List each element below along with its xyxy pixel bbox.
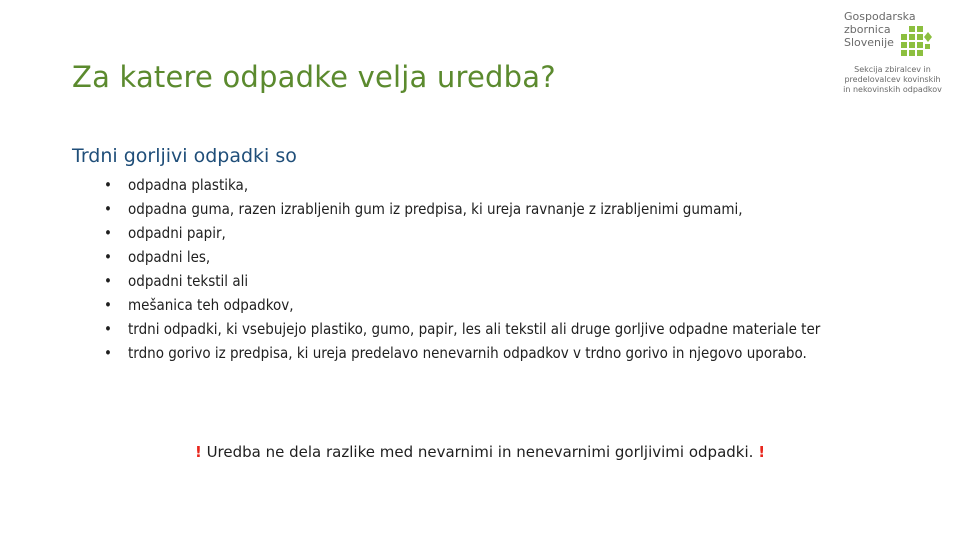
- logo-subtitle-line: predelovalcev kovinskih: [844, 75, 941, 84]
- list-item: [104, 298, 894, 312]
- chamber-logo: [830, 8, 955, 108]
- list-item-text: odpadna plastika,: [128, 176, 249, 194]
- logo-name: [844, 10, 916, 49]
- bullet-icon: •: [104, 200, 112, 218]
- list-item: [104, 202, 894, 216]
- list-item-text: odpadni tekstil ali: [128, 272, 249, 290]
- bullet-icon: •: [104, 320, 112, 338]
- warning-note: [0, 443, 960, 461]
- list-item: [104, 274, 894, 288]
- bullet-icon: •: [104, 296, 112, 314]
- warning-note-text: Uredba ne dela razlike med nevarnimi in nenevarnimi gorljivimi odpadki.: [206, 443, 754, 461]
- section-subheading: Trdni gorljivi odpadki so: [72, 145, 297, 167]
- list-item: [104, 178, 894, 192]
- list-item-text: odpadni papir,: [128, 224, 226, 242]
- bullet-icon: •: [104, 344, 112, 362]
- bullet-icon: •: [104, 272, 112, 290]
- list-item: [104, 346, 894, 360]
- logo-subtitle-line: Sekcija zbiralcev in: [854, 65, 931, 74]
- bullet-icon: •: [104, 176, 112, 194]
- logo-subtitle: [830, 65, 955, 95]
- logo-name-line: Gospodarska: [844, 10, 916, 23]
- slide-title: Za katere odpadke velja uredba?: [72, 60, 556, 94]
- list-item-text: odpadni les,: [128, 248, 211, 266]
- logo-name-line: zbornica: [844, 23, 891, 36]
- waste-type-list: [104, 178, 894, 370]
- logo-name-line: Slovenije: [844, 36, 894, 49]
- exclamation-icon: !: [758, 443, 766, 461]
- list-item: [104, 226, 894, 240]
- list-item: [104, 250, 894, 264]
- list-item-text: odpadna guma, razen izrabljenih gum iz predpisa, ki ureja ravnanje z izrabljenimi gumami,: [128, 200, 743, 218]
- logo-subtitle-line: in nekovinskih odpadkov: [843, 85, 942, 94]
- list-item: [104, 322, 894, 336]
- bullet-icon: •: [104, 248, 112, 266]
- logo-grid-icon: [898, 25, 934, 61]
- bullet-icon: •: [104, 224, 112, 242]
- list-item-text: trdno gorivo iz predpisa, ki ureja predelavo nenevarnih odpadkov v trdno gorivo in njegovo uporabo.: [128, 344, 807, 362]
- list-item-text: trdni odpadki, ki vsebujejo plastiko, gumo, papir, les ali tekstil ali druge gorljive odpadne materiale ter: [128, 320, 821, 338]
- exclamation-icon: !: [194, 443, 202, 461]
- list-item-text: mešanica teh odpadkov,: [128, 296, 294, 314]
